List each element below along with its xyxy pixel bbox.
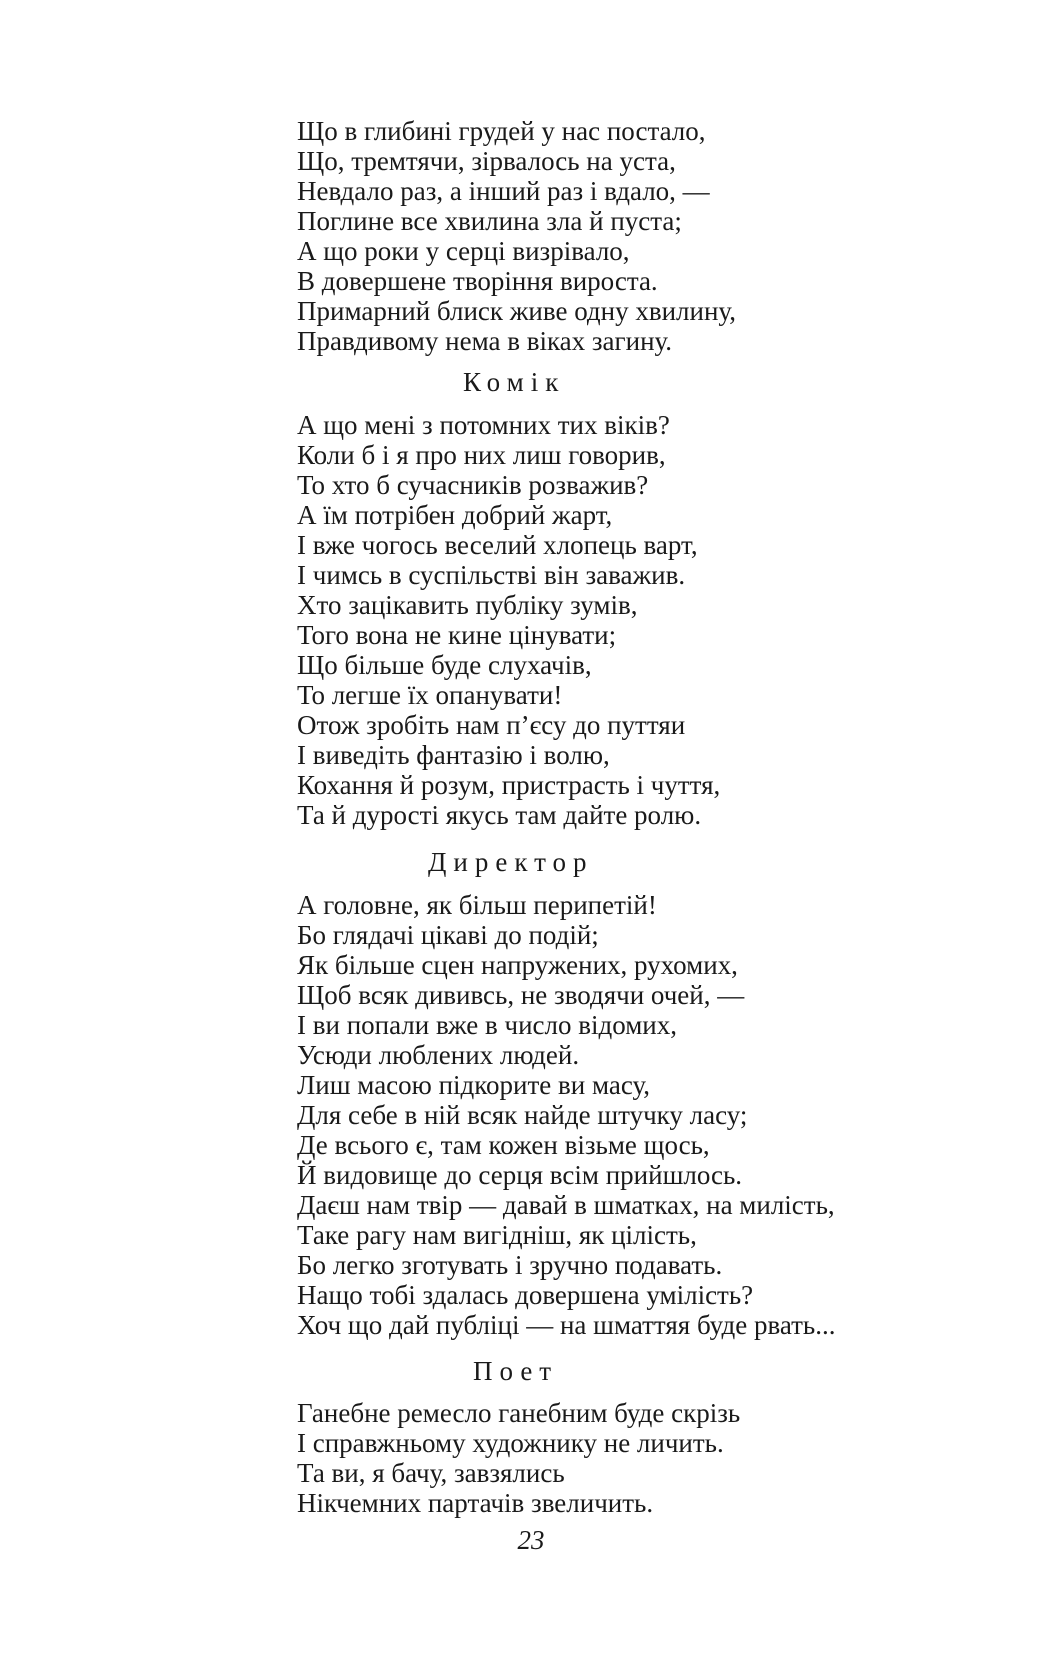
verse-line: Що більше буде слухачів, xyxy=(297,650,592,680)
verse-line: Примарний блиск живе одну хвилину, xyxy=(297,296,736,326)
verse-line: То легше їх опанувати! xyxy=(297,680,563,710)
verse-line: Ганебне ремесло ганебним буде скрізь xyxy=(297,1398,741,1428)
verse-line: То хто б сучасників розважив? xyxy=(297,470,649,500)
verse-line: Бо легко зготувать і зручно подавать. xyxy=(297,1250,723,1280)
speaker-name: Директор xyxy=(428,847,594,877)
verse-line: Й видовище до серця всім прийшлось. xyxy=(297,1160,743,1190)
verse-line: Нікчемних партачів звеличить. xyxy=(297,1488,654,1518)
verse-line: Невдало раз, а інший раз і вдало, — xyxy=(297,176,710,206)
verse-line: Кохання й розум, пристрасть і чуття, xyxy=(297,770,721,800)
verse-line: Хоч що дай публіці — на шматтяя буде рвать... xyxy=(297,1310,836,1340)
verse-line: Де всього є, там кожен візьме щось, xyxy=(297,1130,710,1160)
verse-line: Для себе в ній всяк найде штучку ласу; xyxy=(297,1100,748,1130)
verse-line: Поглине все хвилина зла й пуста; xyxy=(297,206,682,236)
verse-line: А їм потрібен добрий жарт, xyxy=(297,500,613,530)
verse-line: Лиш масою підкорите ви масу, xyxy=(297,1070,651,1100)
verse-line: І ви попали вже в число відомих, xyxy=(297,1010,677,1040)
verse-line: Таке рагу нам вигідніш, як цілість, xyxy=(297,1220,697,1250)
verse-line: Як більше сцен напружених, рухомих, xyxy=(297,950,738,980)
verse-line: Що в глибині грудей у нас постало, xyxy=(297,116,706,146)
verse-line: А що мені з потомних тих віків? xyxy=(297,410,670,440)
verse-block-4 xyxy=(297,1398,997,1518)
verse-line: Та ви, я бачу, завзялись xyxy=(297,1458,565,1488)
verse-line: І вже чогось веселий хлопець варт, xyxy=(297,530,698,560)
verse-line: Та й дурості якусь там дайте ролю. xyxy=(297,800,702,830)
speaker-name: Поет xyxy=(473,1356,559,1386)
verse-line: В довершене творіння вироста. xyxy=(297,266,658,296)
verse-block-2 xyxy=(297,410,997,830)
verse-line: А що роки у серці визрівало, xyxy=(297,236,630,266)
verse-line: Щоб всяк дививсь, не зводячи очей, — xyxy=(297,980,745,1010)
verse-line: І справжньому художнику не личить. xyxy=(297,1428,724,1458)
verse-line: А головне, як більш перипетій! xyxy=(297,890,657,920)
verse-line: Того вона не кине цінувати; xyxy=(297,620,617,650)
verse-line: Хто зацікавить публіку зумів, xyxy=(297,590,638,620)
verse-block-1 xyxy=(297,116,997,356)
verse-line: І виведіть фантазію і волю, xyxy=(297,740,610,770)
verse-line: Коли б і я про них лиш говорив, xyxy=(297,440,666,470)
speaker-name: Комік xyxy=(463,367,566,397)
verse-line: Що, тремтячи, зірвалось на уста, xyxy=(297,146,676,176)
verse-line: Нащо тобі здалась довершена умілість? xyxy=(297,1280,754,1310)
page-number: 23 xyxy=(517,1525,545,1555)
verse-line: Даєш нам твір — давай в шматках, на милість, xyxy=(297,1190,835,1220)
verse-block-3 xyxy=(297,890,997,1340)
verse-line: Отож зробіть нам п’єсу до путтяи xyxy=(297,710,686,740)
verse-line: Усюди люблених людей. xyxy=(297,1040,580,1070)
verse-line: І чимсь в суспільстві він заважив. xyxy=(297,560,686,590)
verse-line: Правдивому нема в віках загину. xyxy=(297,326,673,356)
verse-line: Бо глядачі цікаві до подій; xyxy=(297,920,599,950)
